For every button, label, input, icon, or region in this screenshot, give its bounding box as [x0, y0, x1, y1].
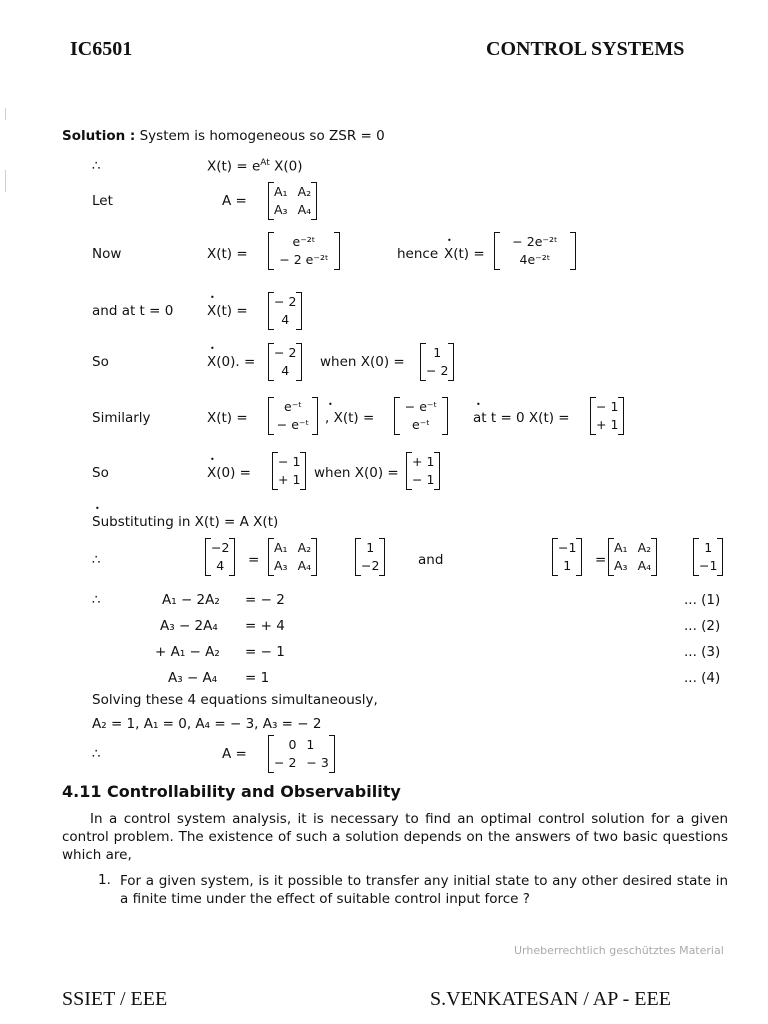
- equation-4-number: ... (4): [684, 670, 721, 686]
- watermark: Urheberrechtlich geschütztes Material: [514, 944, 724, 957]
- solving-line: Solving these 4 equations simultaneously,: [92, 692, 378, 708]
- equation-3-rhs: = − 1: [245, 644, 285, 660]
- substituting-line: • Substituting in X(t) = A X(t): [92, 514, 278, 530]
- eq-state-solution: $X(t) = e^{At}$ X(0): [207, 158, 303, 175]
- xdot2-lhs: • , X(t) =: [325, 410, 374, 426]
- equals-sign: =: [595, 552, 607, 568]
- matrix-xt2: e⁻ᵗ − e⁻ᵗ: [268, 397, 318, 435]
- so-label: So: [92, 354, 109, 370]
- final-a-lhs: A =: [222, 746, 247, 762]
- matrix-xdot0: − 2 4: [268, 343, 302, 381]
- results-line: A₂ = 1, A₁ = 0, A₄ = − 3, A₃ = − 2: [92, 716, 322, 732]
- scan-mark: [5, 170, 6, 192]
- xt2-lhs: X(t) =: [207, 410, 248, 426]
- therefore-symbol: ∴: [92, 592, 101, 608]
- equation-1-rhs: = − 2: [245, 592, 285, 608]
- xdot02-lhs: • X(0) =: [207, 465, 251, 481]
- matrix-x0: 1 − 2: [420, 343, 454, 381]
- matrix-left1: −2 4: [205, 538, 235, 576]
- hence-label: hence: [397, 246, 439, 262]
- equation-3-number: ... (3): [684, 644, 721, 660]
- matrix-a-final: 0 1 − 2 − 3: [268, 735, 335, 773]
- equals-sign: =: [248, 552, 260, 568]
- now-label: Now: [92, 246, 122, 262]
- solution-label: Solution :: [62, 128, 136, 144]
- header-code: IC6501: [70, 38, 133, 60]
- footer-right: S.VENKATESAN / AP - EEE: [430, 988, 671, 1010]
- matrix-xt1: e⁻²ᵗ − 2 e⁻²ᵗ: [268, 232, 340, 270]
- matrix-xdot1: − 2e⁻²ᵗ 4e⁻²ᵗ: [494, 232, 576, 270]
- therefore-symbol: ∴: [92, 158, 101, 174]
- equation-2-number: ... (2): [684, 618, 721, 634]
- at-t0-label: • at t = 0 X(t) =: [473, 410, 570, 426]
- xt-lhs: X(t) =: [207, 246, 248, 262]
- equation-3-lhs: + A₁ − A₂: [155, 644, 220, 660]
- list-item-number: 1.: [98, 872, 111, 888]
- matrix-right1: −1 1: [552, 538, 582, 576]
- list-item-1: For a given system, is it possible to transfer any initial state to any other desired state in a finite time under the effect of suitable control input force ?: [120, 873, 728, 907]
- matrix-right2: 1 −1: [693, 538, 723, 576]
- matrix-at-t0: − 1 + 1: [590, 397, 624, 435]
- scan-mark: [5, 108, 6, 120]
- similarly-label: Similarly: [92, 410, 151, 426]
- section-heading: 4.11 Controllability and Observability: [62, 782, 401, 801]
- let-label: Let: [92, 193, 113, 209]
- and-label: and: [418, 552, 444, 568]
- equation-1-lhs: A₁ − 2A₂: [162, 592, 220, 608]
- a-lhs: A =: [222, 193, 247, 209]
- matrix-a: A₁ A₂ A₃ A₄: [268, 182, 317, 220]
- xdot-lhs: • X(t) =: [444, 246, 485, 262]
- matrix-left2: 1 −2: [355, 538, 385, 576]
- xdot0-lhs: • X(0). =: [207, 354, 255, 370]
- matrix-a-right: A₁ A₂ A₃ A₄: [608, 538, 657, 576]
- solution-intro: System is homogeneous so ZSR = 0: [139, 128, 385, 144]
- equation-1-number: ... (1): [684, 592, 721, 608]
- therefore-symbol: ∴: [92, 746, 101, 762]
- therefore-symbol: ∴: [92, 552, 101, 568]
- matrix-xdot02: − 1 + 1: [272, 452, 306, 490]
- matrix-a-left: A₁ A₂ A₃ A₄: [268, 538, 317, 576]
- section-paragraph: In a control system analysis, it is necessary to find an optimal control solution for a given control problem. The existence of such a solution depends on the answers of two basic questions which are,: [62, 811, 728, 863]
- when-label: when X(0) =: [320, 354, 405, 370]
- equation-4-rhs: = 1: [245, 670, 270, 686]
- solution-line: [62, 128, 385, 144]
- equation-2-lhs: A₃ − 2A₄: [160, 618, 218, 634]
- equation-4-lhs: A₃ − A₄: [168, 670, 218, 686]
- when2-label: when X(0) =: [314, 465, 399, 481]
- footer-left: SSIET / EEE: [62, 988, 168, 1010]
- header-subject: CONTROL SYSTEMS: [486, 38, 685, 60]
- so2-label: So: [92, 465, 109, 481]
- equation-2-rhs: = + 4: [245, 618, 285, 634]
- xdot-t0-lhs: • X(t) =: [207, 303, 248, 319]
- matrix-xdot2: − e⁻ᵗ e⁻ᵗ: [394, 397, 448, 435]
- matrix-xdot-t0: − 2 4: [268, 292, 302, 330]
- and-at-label: and at t = 0: [92, 303, 174, 319]
- matrix-x02: + 1 − 1: [406, 452, 440, 490]
